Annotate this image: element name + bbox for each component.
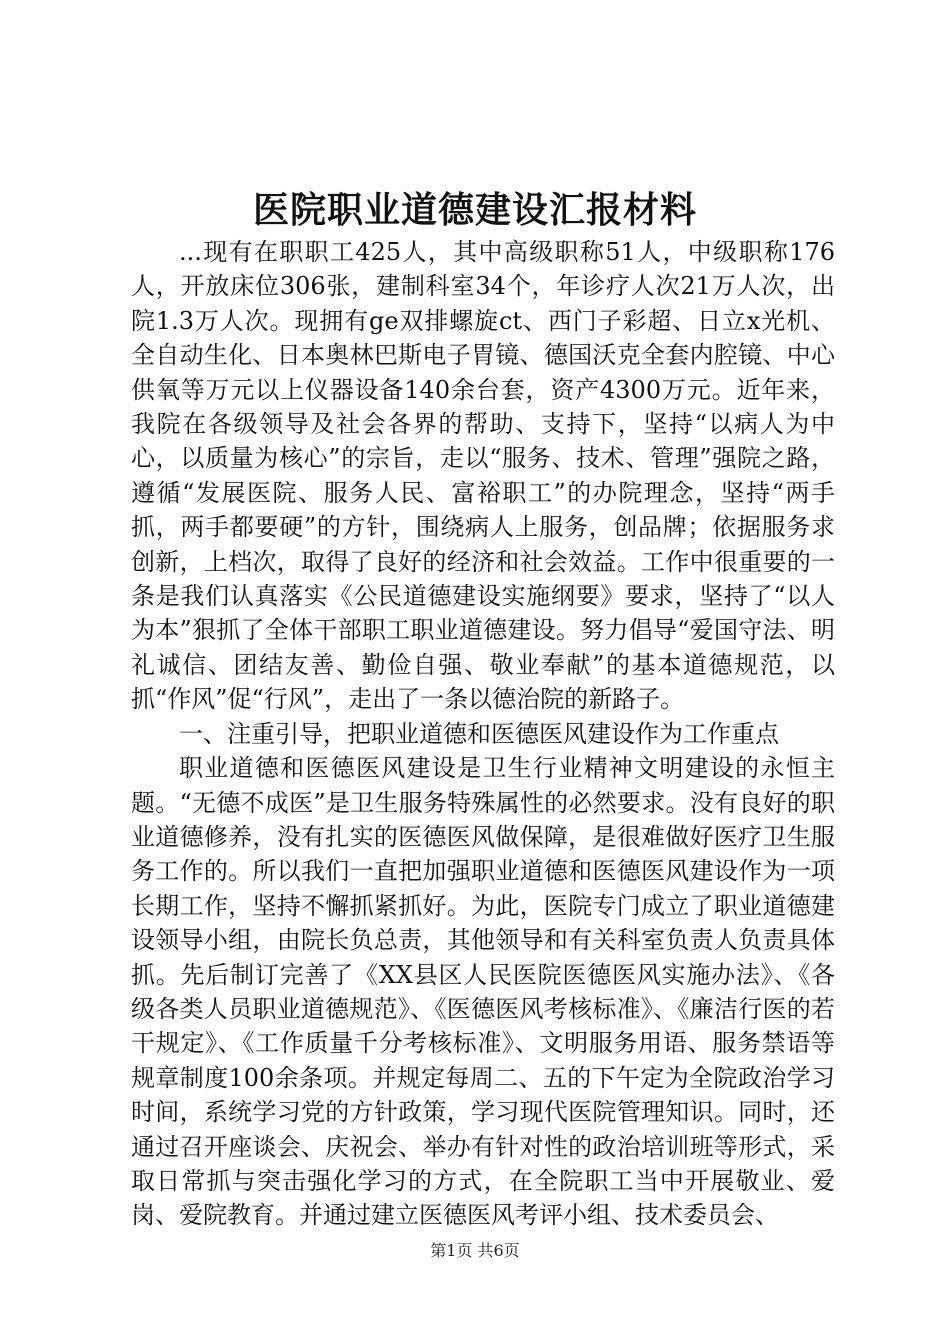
document-body bbox=[131, 235, 835, 1233]
body-paragraph-section-1: 职业道德和医德医风建设是卫生行业精神文明建设的永恒主题。“无德不成医”是卫生服务特殊属性的必然要求。没有良好的职业道德修养，没有扎实的医德医风做保障，是很难做好医疗卫生服务工作的。所以我们一直把加强职业道德和医德医风建设作为一项长期工作，坚持不懈抓紧抓好。为此，医院专门成立了职业道德建设领导小组，由院长负总责，其他领导和有关科室负责人负责具体抓。先后制订完善了《XX县区人民医院医德医风实施办法》、《各级各类人员职业道德规范》、《医德医风考核标准》、《廉洁行医的若干规定》、《工作质量千分考核标准》、文明服务用语、服务禁语等规章制度100余条项。并规定每周二、五的下午定为全院政治学习时间，系统学习党的方针政策，学习现代医院管理知识。同时，还通过召开座谈会、庆祝会、举办有针对性的政治培训班等形式，采取日常抓与突击强化学习的方式，在全院职工当中开展敬业、爱岗、爱院教育。并通过建立医德医风考评小组、技术委员会、 bbox=[131, 754, 835, 1230]
body-paragraph-intro: ...现有在职职工425人，其中高级职称51人，中级职称176人，开放床位306张，建制科室34个，年诊疗人次21万人次，出院1.3万人次。现拥有ge双排螺旋ct、西门子彩超、日立x光机、全自动生化、日本奥林巴斯电子胃镜、德国沃克全套内腔镜、中心供氧等万元以上仪器设备140余台套，资产4300万元。近年来，我院在各级领导及社会各界的帮助、支持下，坚持“以病人为中心，以质量为核心”的宗旨，走以“服务、技术、管理”强院之路，遵循“发展医院、服务人民、富裕职工”的办院理念，坚持“两手抓，两手都要硬”的方针，围绕病人上服务，创品牌；依据服务求创新，上档次，取得了良好的经济和社会效益。工作中很重要的一条是我们认真落实《公民道德建设实施纲要》要求，坚持了“以人为本”狠抓了全体干部职工职业道德建设。努力倡导“爱国守法、明礼诚信、团结友善、勤俭自强、敬业奉献”的基本道德规范，以抓“作风”促“行风”，走出了一条以德治院的新路子。 bbox=[131, 238, 835, 714]
section-heading-1: 一、注重引导，把职业道德和医德医风建设作为工作重点 bbox=[179, 719, 779, 748]
document-title: 医院职业道德建设汇报材料 bbox=[252, 189, 697, 231]
page-number-footer: 第1页 共6页 bbox=[430, 1241, 520, 1260]
